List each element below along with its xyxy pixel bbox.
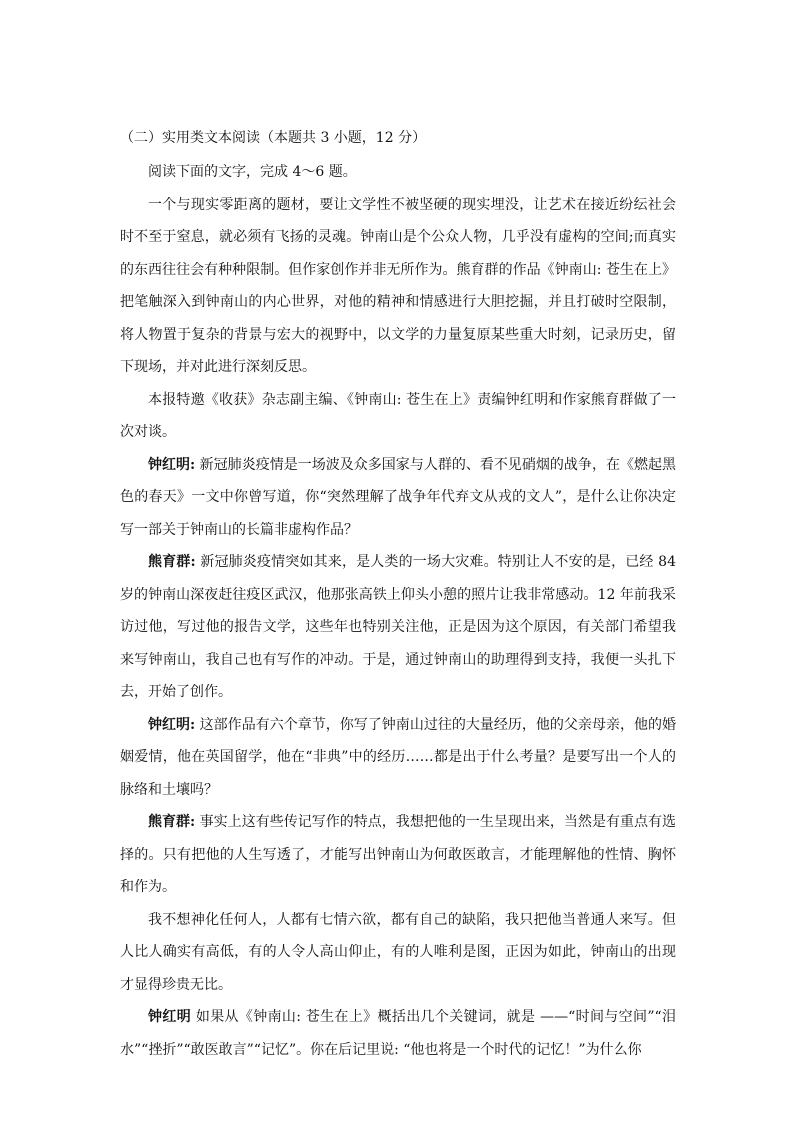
speaker-name: 钟红明: bbox=[148, 456, 196, 473]
speaker-name: 熊育群: bbox=[148, 554, 196, 570]
invite-paragraph: 本报特邀《收获》杂志副主编、《钟南山: 苍生在上》责编钟红明和作家熊育群做了一次对谈。 bbox=[120, 391, 676, 440]
dialogue-text: 新冠肺炎疫情是一场波及众多国家与人群的、看不见硝烟的战争，在《燃起黑色的春天》一文中你曾写道，你“突然理解了战争年代弃文从戎的文人”，是什么让你决定写一部关于钟南山的长篇非虚构作品？ bbox=[120, 456, 676, 538]
speaker-name: 钟红明: bbox=[148, 716, 196, 733]
dialogue-paragraph bbox=[120, 709, 676, 807]
dialogue-paragraph bbox=[120, 806, 676, 904]
plain-paragraph: 我不想神化任何人，人都有七情六欲，都有自己的缺陷，我只把他当普通人来写。但人比人确实有高低，有的人令人高山仰止，有的人唯利是图，正因为如此，钟南山的出现才显得珍贵无比。 bbox=[120, 911, 676, 993]
dialogue-text: 新冠肺炎疫情突如其来，是人类的一场大灾难。特别让人不安的是，已经 84 岁的钟南山深夜赶往疫区武汉，他那张高铁上仰头小憩的照片让我非常感动。12 年前我采访过他，写过他的报告文学，这些年也特别关注他，正是因为这个原因，有关部门希望我来写钟南山，我自己也有写作的冲动。于是，通过钟南山的助理得到支持，我便一头扎下去，开始了创作。 bbox=[120, 554, 676, 700]
dialogue-paragraph bbox=[120, 1001, 676, 1066]
speaker-name: 钟红明 bbox=[148, 1009, 192, 1025]
dialogue-text: 这部作品有六个章节，你写了钟南山过往的大量经历，他的父亲母亲，他的婚姻爱情，他在英国留学，他在“非典”中的经历……都是出于什么考量？是要写出一个人的脉络和土壤吗？ bbox=[120, 716, 676, 798]
dialogue-paragraph bbox=[120, 449, 676, 547]
speaker-name: 熊育群: bbox=[148, 814, 196, 830]
instruction-text: 阅读下面的文字，完成 4～6 题。 bbox=[148, 164, 357, 180]
intro-paragraph: 一个与现实零距离的题材，要让文学性不被坚硬的现实埋没，让艺术在接近纷纭社会时不至于窒息，就必须有飞扬的灵魂。钟南山是个公众人物，几乎没有虚构的空间;而真实的东西往往会有种种限制。但作家创作并非无所作为。熊育群的作品《钟南山: 苍生在上》把笔触深入到钟南山的内心世界，对他的精神和情感进行大胆挖掘，并且打破时空限制，将人物置于复杂的背景与宏大的视野中，以文学的力量复原某些重大时刻，记录历史，留下现场，并对此进行深刻反思。 bbox=[120, 196, 676, 375]
section-heading: （二）实用类文本阅读（本题共 3 小题，12 分） bbox=[120, 130, 427, 146]
dialogue-text: 如果从《钟南山: 苍生在上》概括出几个关键词，就是 ——“时间与空间”“泪水”“挫折”“敢医敢言”“记忆”。你在后记里说: “他也将是一个时代的记忆！”为什么你 bbox=[120, 1009, 676, 1058]
dialogue-paragraph bbox=[120, 546, 676, 709]
dialogue-text: 事实上这有些传记写作的特点，我想把他的一生呈现出来，当然是有重点有选择的。只有把他的人生写透了，才能写出钟南山为何敢医敢言，才能理解他的性情、胸怀和作为。 bbox=[120, 814, 676, 895]
document-content bbox=[120, 128, 676, 1066]
